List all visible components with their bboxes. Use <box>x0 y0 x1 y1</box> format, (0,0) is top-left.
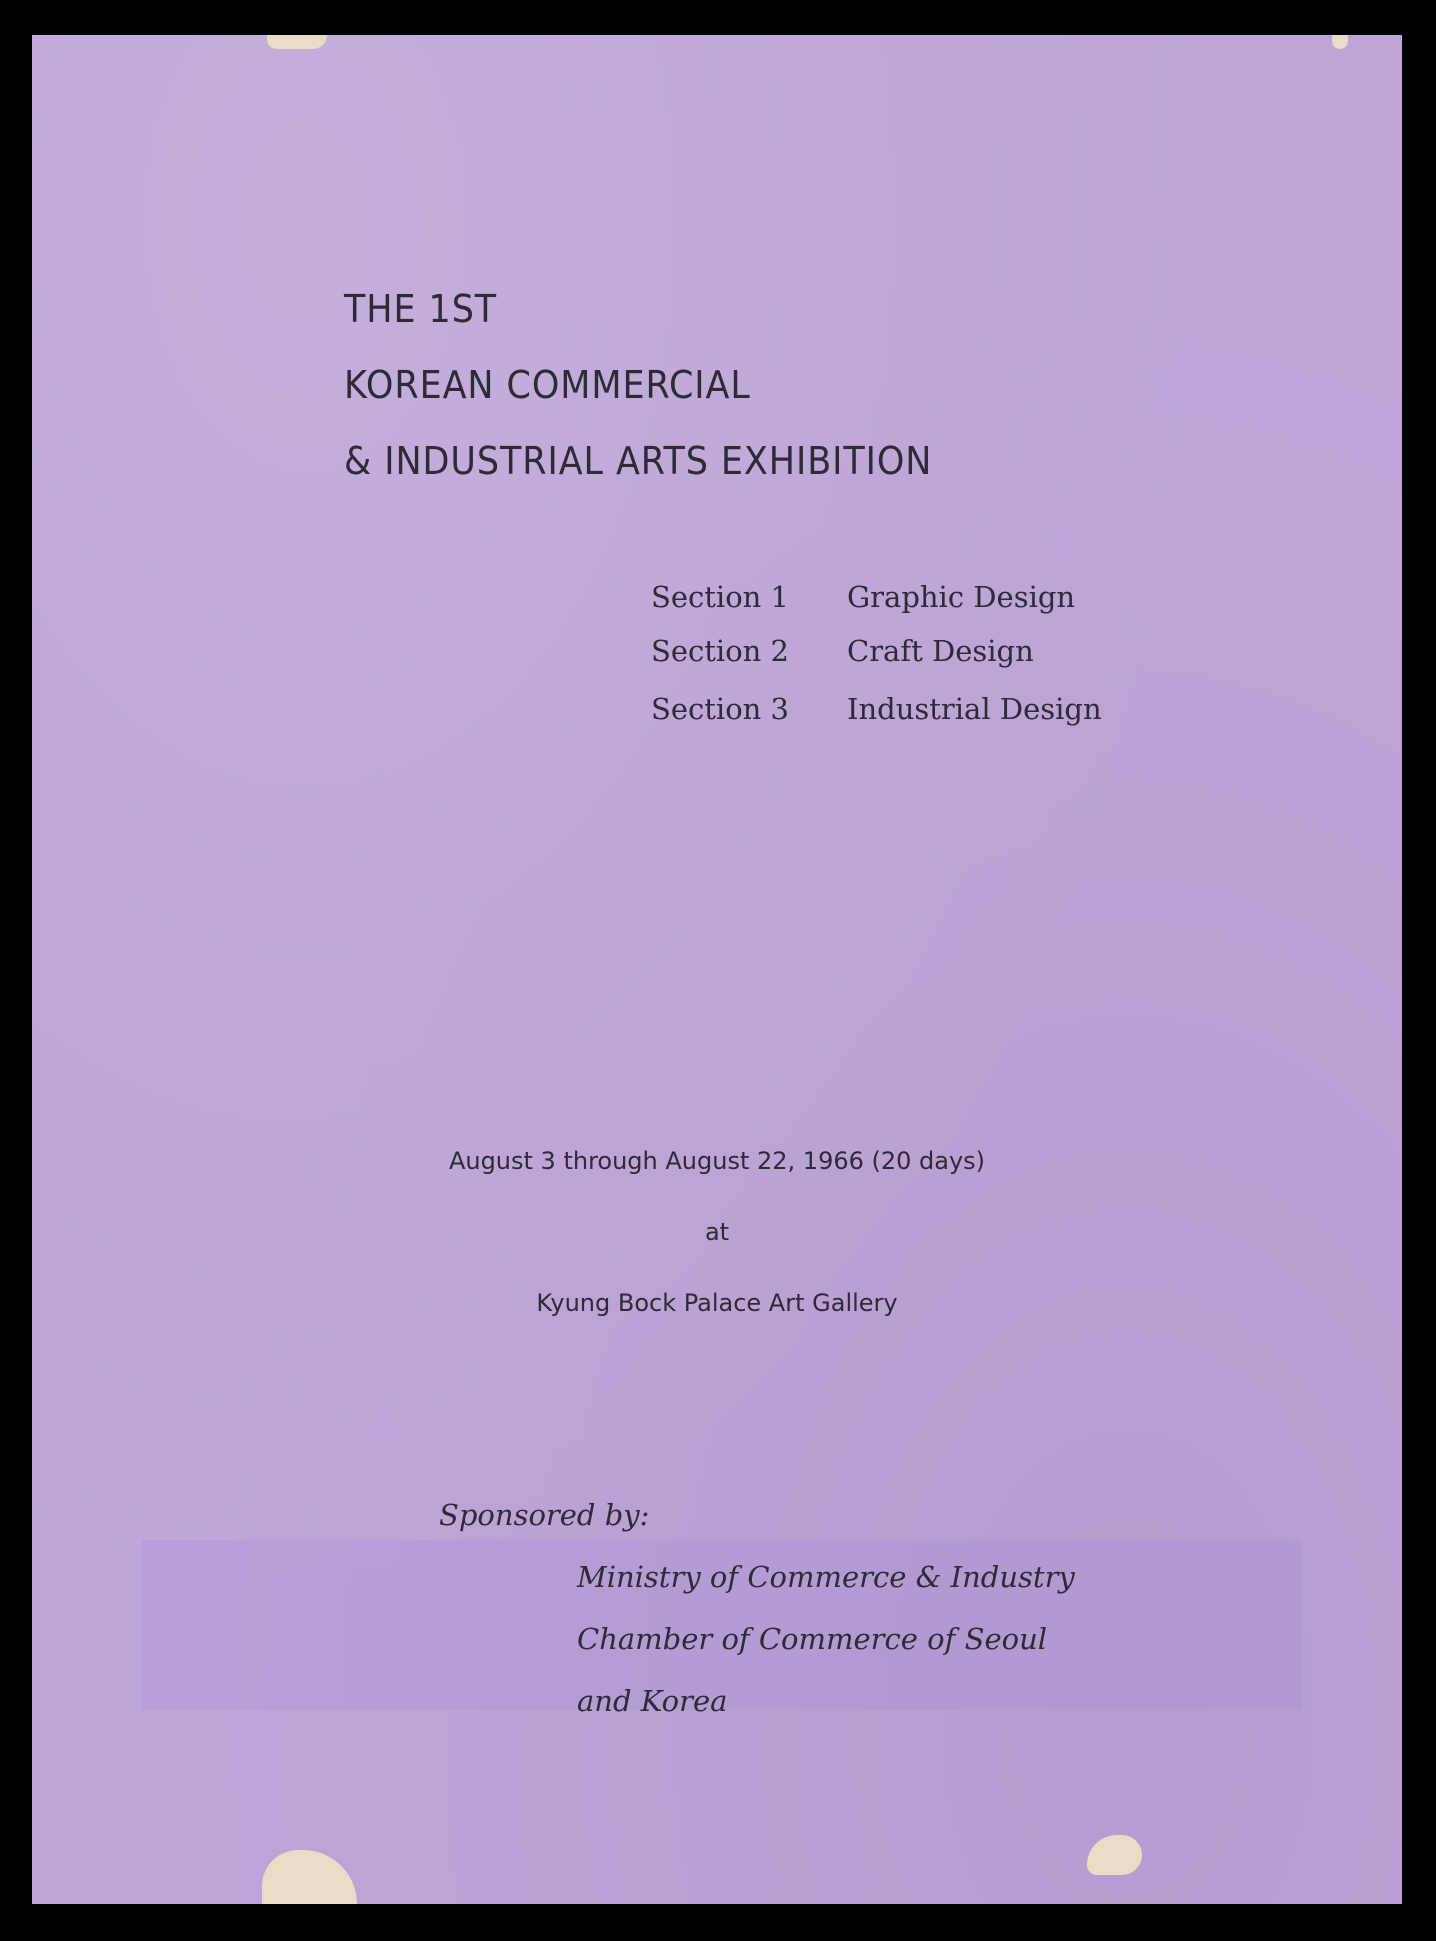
section-1-label: Section 1 <box>651 580 790 614</box>
sponsor-line-1: Ministry of Commerce & Industry <box>577 1560 1075 1594</box>
section-2-label: Section 2 <box>651 634 790 668</box>
sponsor-line-3: and Korea <box>577 1684 728 1718</box>
venue: Kyung Bock Palace Art Gallery <box>536 1289 898 1317</box>
section-2-name: Craft Design <box>847 634 1034 668</box>
title-line-3: & INDUSTRIAL ARTS EXHIBITION <box>344 439 933 483</box>
title-line-2: KOREAN COMMERCIAL <box>344 363 751 407</box>
exhibition-dates: August 3 through August 22, 1966 (20 days) <box>448 1147 986 1175</box>
sponsored-by-heading: Sponsored by: <box>439 1498 650 1532</box>
section-3-label: Section 3 <box>651 692 790 726</box>
section-1-name: Graphic Design <box>847 580 1076 614</box>
paper-tear-bottom-right <box>1087 1835 1142 1875</box>
paper-tear-top-left <box>267 35 327 49</box>
title-line-1: THE 1ST <box>344 287 498 331</box>
paper-tear-top-right <box>1332 35 1348 49</box>
section-3-name: Industrial Design <box>847 692 1102 726</box>
sponsor-line-2: Chamber of Commerce of Seoul <box>577 1622 1048 1656</box>
at-word: at <box>704 1218 730 1246</box>
paper-tear-bottom-left <box>262 1850 357 1904</box>
document-page <box>32 35 1402 1904</box>
